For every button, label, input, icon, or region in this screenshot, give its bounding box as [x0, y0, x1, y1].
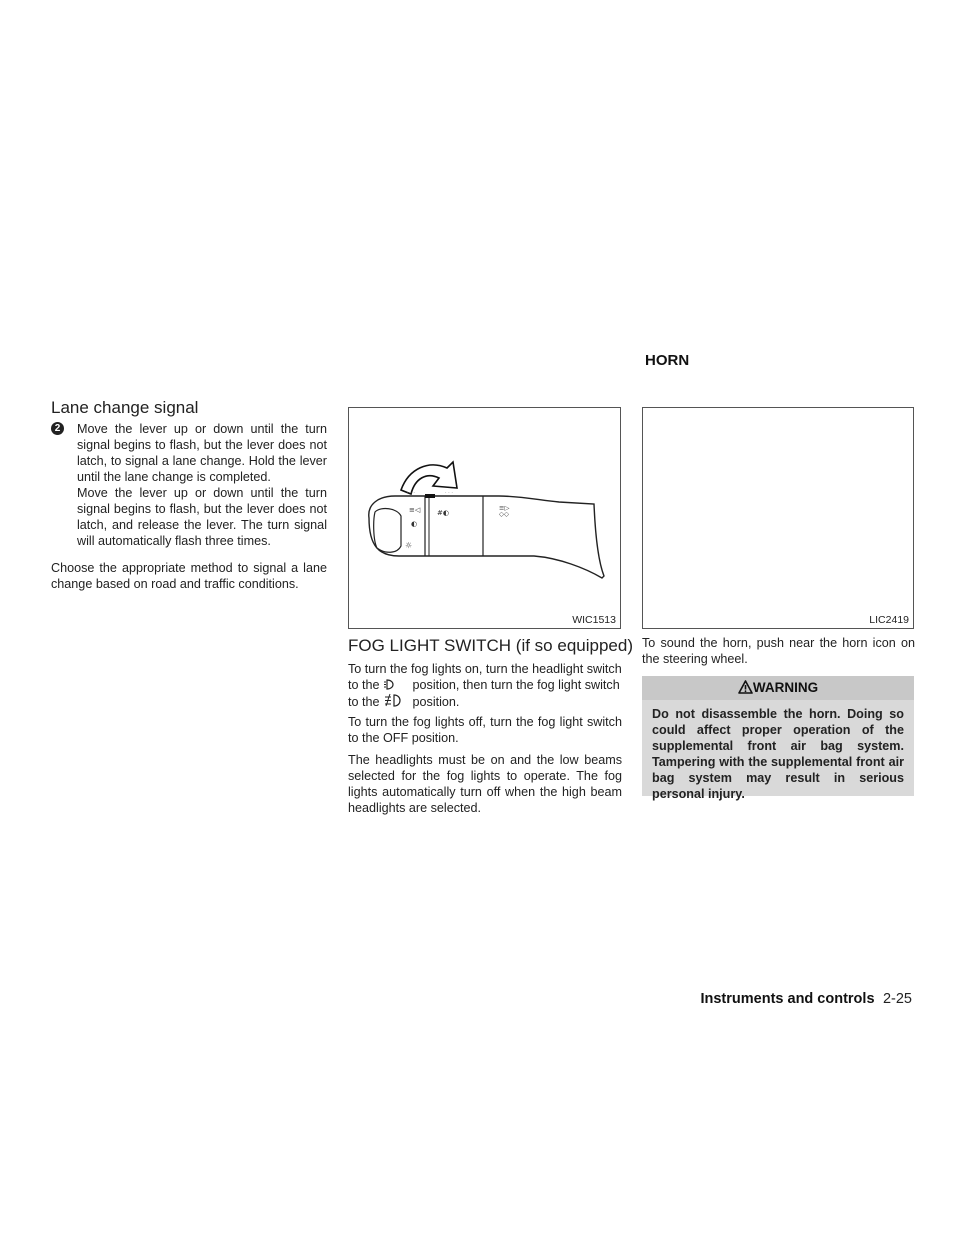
footer-section-title: Instruments and controls [700, 991, 875, 1007]
fog-light-paragraph-3: The headlights must be on and the low beams selected for the fog lights to operate. The fog lights automatically turn off when the high beam headlights are selected. [348, 753, 622, 815]
lane-change-closing: Choose the appropriate method to signal a lane change based on road and traffic conditions. [51, 561, 327, 591]
footer-page-number: 2-25 [882, 991, 912, 1007]
item-paragraph: Move the lever up or down until the turn signal begins to flash, but the lever does not latch, to signal a lane change. Hold the lever until the lane change is completed. [77, 422, 327, 484]
fog-text-part2: position, then turn the fog light switch to the [348, 678, 620, 709]
svg-text:◇◇: ◇◇ [499, 510, 509, 518]
warning-header [642, 676, 914, 700]
lane-change-heading: Lane change signal [51, 398, 199, 417]
warning-title: WARNING [752, 680, 819, 695]
svg-text:☼: ☼ [405, 541, 413, 550]
fog-light-heading: FOG LIGHT SWITCH (if so equipped) [348, 636, 633, 655]
svg-text:· · ·: · · · [445, 490, 453, 496]
step-number-badge: 2 [51, 422, 64, 435]
fog-text-part1: To turn the fog lights on, turn the headlight switch to the [348, 662, 622, 692]
warning-text: Do not disassemble the horn. Doing so could affect proper operation of the supplemental front air bag system. Tampering with the supplemental front air bag system may result in serious personal injury. [652, 707, 904, 801]
horn-intro: To sound the horn, push near the horn icon on the steering wheel. [642, 636, 915, 666]
fog-light-icon [383, 693, 409, 708]
svg-text:◐: ◐ [411, 520, 418, 528]
horn-heading: HORN [645, 352, 690, 369]
page-footer [700, 990, 912, 1008]
warning-triangle-icon [738, 680, 753, 694]
fog-text-part3: position. [412, 695, 460, 709]
figure-code: WIC1513 [572, 614, 616, 626]
item-paragraph: Move the lever up or down until the turn signal begins to flash, but the lever does not latch, and release the lever. The turn signal will automatically flash three times. [77, 486, 327, 548]
svg-text:· · ·: · · · [407, 490, 415, 496]
lane-change-item [51, 421, 327, 549]
lever-illustration [349, 408, 620, 628]
turn-signal-lever-figure [348, 407, 621, 629]
svg-text:#◐: #◐ [437, 509, 449, 517]
horn-figure [642, 407, 914, 629]
figure-code: LIC2419 [869, 614, 909, 626]
warning-box [642, 676, 914, 801]
headlight-icon [383, 678, 409, 691]
fog-light-paragraph-2: To turn the fog lights off, turn the fog light switch to the OFF position. [348, 715, 622, 745]
fog-light-paragraph-1 [348, 661, 622, 710]
svg-text:≡◁: ≡◁ [409, 506, 421, 514]
svg-text:≡▷: ≡▷ [499, 504, 510, 512]
